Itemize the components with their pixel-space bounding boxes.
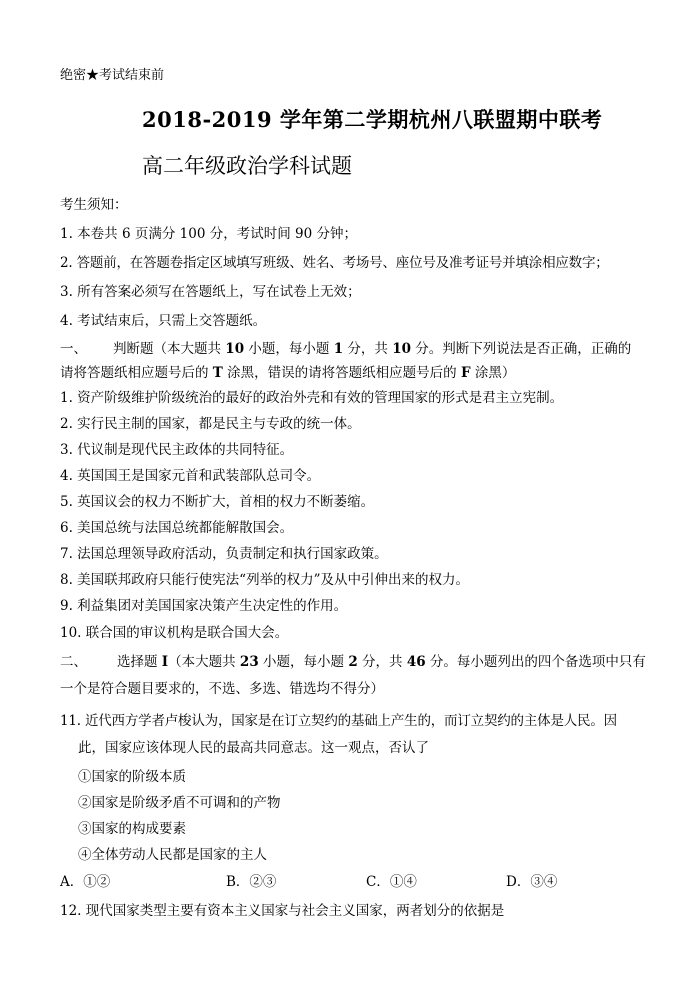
notice-item: 4. 考试结束后，只需上交答题纸。 [60, 313, 267, 329]
notice-heading: 考生须知： [60, 197, 128, 213]
question-11-stem-cont: 此，国家应该体现人民的最高共同意志。这一观点，否认了 [78, 740, 429, 756]
section1-number: 一、 [60, 341, 87, 357]
question-11-stem: 11. 近代西方学者卢梭认为，国家是在订立契约的基础上产生的，而订立契约的主体是人民。因 [60, 713, 617, 729]
notice-item: 1. 本卷共 6 页满分 100 分，考试时间 90 分钟； [60, 226, 357, 242]
secret-mark: 绝密★考试结束前 [60, 68, 165, 83]
judgment-item: 10. 联合国的审议机构是联合国大会。 [60, 625, 289, 641]
statement-item: ③国家的构成要素 [78, 821, 186, 837]
section2-title: 选择题 [117, 654, 162, 670]
section2-number: 二、 [60, 654, 87, 670]
exam-subtitle: 高二年级政治学科试题 [142, 154, 352, 178]
section1-heading: 一、 判断题（本大题共 10 小题，每小题 1 分，共 10 分。判断下列说法是否正确，正确的 [60, 341, 632, 357]
section1-instructions: 请将答题纸相应题号后的 T 涂黑，错误的请将答题纸相应题号后的 F 涂黑） [60, 365, 516, 381]
judgment-item: 9. 利益集团对美国国家决策产生决定性的作用。 [60, 598, 348, 614]
judgment-item: 8. 美国联邦政府只能行使宪法“列举的权力”及从中引伸出来的权力。 [60, 572, 469, 588]
judgment-item: 6. 美国总统与法国总统都能解散国会。 [60, 520, 294, 536]
question-12-stem: 12. 现代国家类型主要有资本主义国家与社会主义国家，两者划分的依据是 [60, 903, 505, 919]
section2-heading: 二、 选择题 I（本大题共 23 小题，每小题 2 分，共 46 分。每小题列出的四个备选项中只有 [60, 654, 646, 670]
judgment-item: 2. 实行民主制的国家，都是民主与专政的统一体。 [60, 416, 361, 432]
judgment-item: 4. 英国国王是国家元首和武装部队总司令。 [60, 468, 321, 484]
judgment-item: 3. 代议制是现代民主政体的共同特征。 [60, 442, 294, 458]
exam-title: 2018-2019 学年第二学期杭州八联盟期中联考 [142, 107, 603, 132]
notice-item: 2. 答题前，在答题卷指定区域填写班级、姓名、考场号、座位号及准考证号并填涂相应数字； [60, 255, 609, 271]
statement-item: ④全体劳动人民都是国家的主人 [78, 847, 267, 863]
judgment-item: 1. 资产阶级维护阶级统治的最好的政治外壳和有效的管理国家的形式是君主立宪制。 [60, 390, 564, 406]
option-b: B．②③ [226, 874, 277, 890]
option-c: C．①④ [366, 874, 417, 890]
section1-title: 判断题 [113, 341, 154, 357]
statement-item: ②国家是阶级矛盾不可调和的产物 [78, 795, 281, 811]
option-a: A．①② [60, 874, 111, 890]
judgment-item: 7. 法国总理领导政府活动，负责制定和执行国家政策。 [60, 546, 388, 562]
option-d: D．③④ [506, 874, 558, 890]
notice-item: 3. 所有答案必须写在答题纸上，写在试卷上无效； [60, 284, 361, 300]
statement-item: ①国家的阶级本质 [78, 769, 186, 785]
section2-instructions: 一个是符合题目要求的，不选、多选、错选均不得分） [60, 681, 384, 697]
judgment-item: 5. 英国议会的权力不断扩大，首相的权力不断萎缩。 [60, 494, 375, 510]
